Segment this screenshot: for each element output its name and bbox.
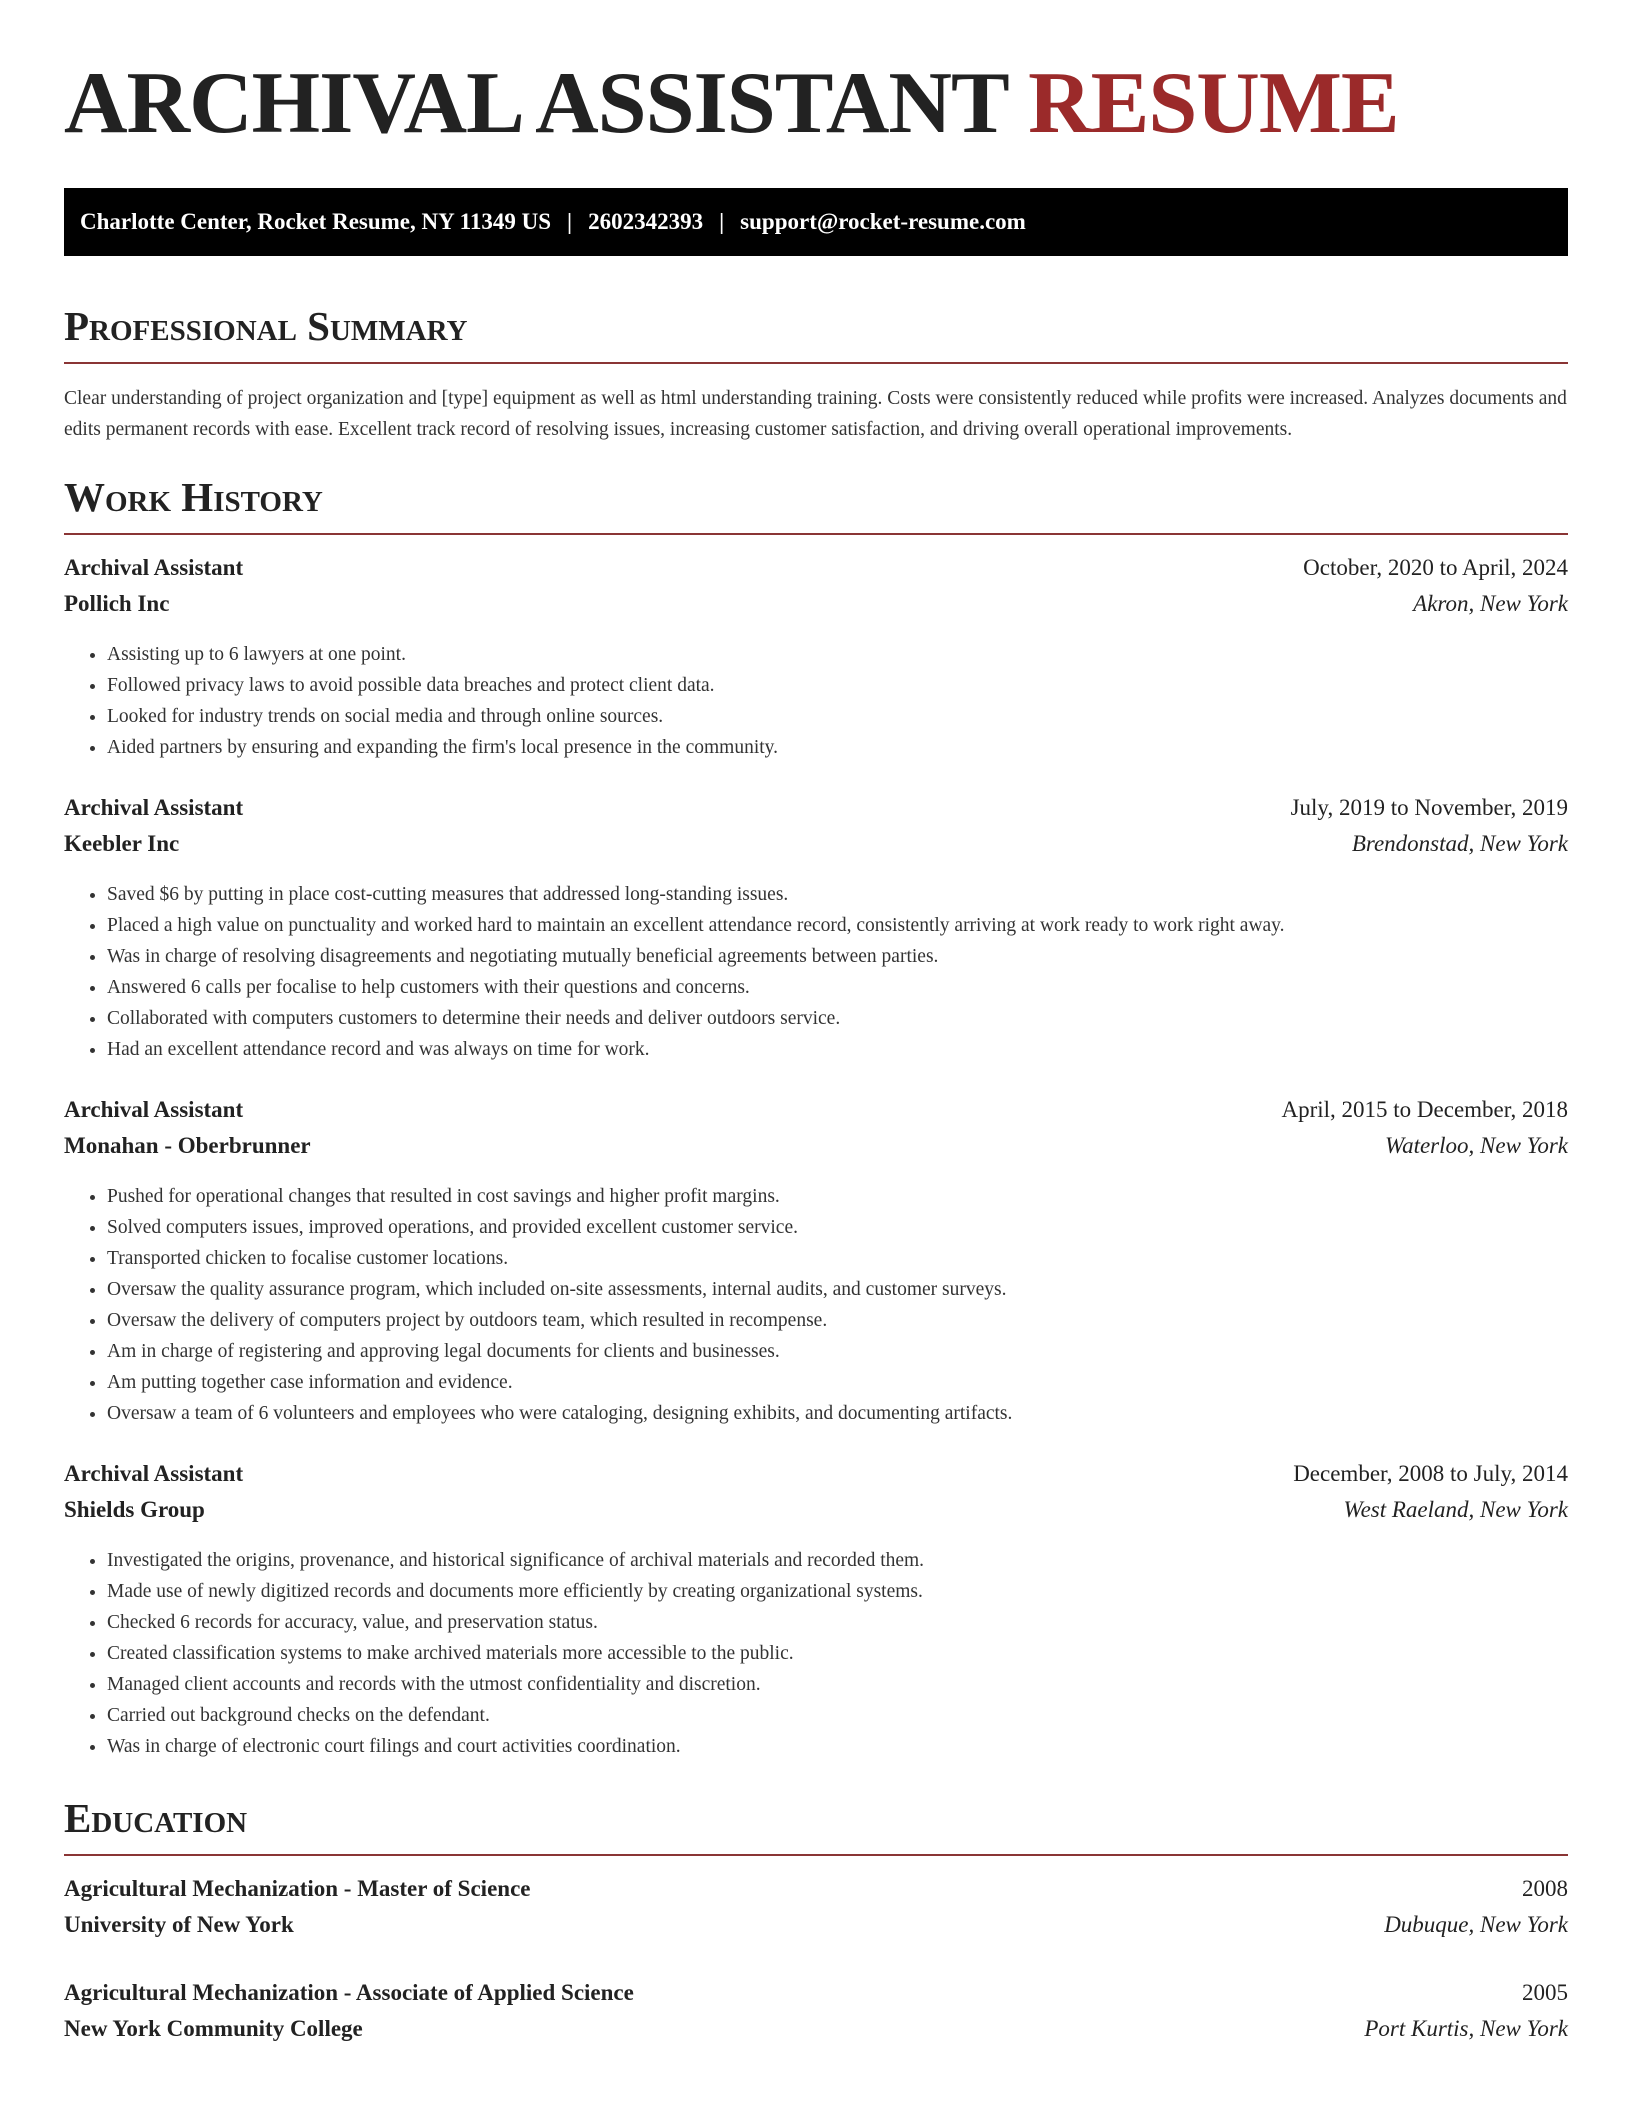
job-entry	[64, 795, 1568, 1065]
job-bullet: • Carried out background checks on the defendant.	[107, 1700, 1568, 1731]
job-header-row	[64, 795, 1568, 831]
education-school-row	[64, 1912, 1568, 1948]
job-bullets	[64, 1181, 1568, 1429]
job-bullet: • Assisting up to 6 lawyers at one point.	[107, 639, 1568, 670]
job-header-row	[64, 1461, 1568, 1497]
job-bullet: • Collaborated with computers customers to determine their needs and deliver outdoors service.	[107, 1003, 1568, 1034]
contact-phone: 2602342393	[588, 209, 704, 234]
job-header-row	[64, 555, 1568, 591]
education-heading: Education	[64, 1794, 1568, 1856]
title-accent: RESUME	[1028, 55, 1399, 152]
job-bullet: • Looked for industry trends on social media and through online sources.	[107, 701, 1568, 732]
job-bullets	[64, 639, 1568, 763]
job-company: Shields Group	[64, 1497, 205, 1522]
job-title: Archival Assistant	[64, 795, 244, 820]
job-bullet: • Saved $6 by putting in place cost-cutting measures that addressed long-standing issues.	[107, 879, 1568, 910]
job-bullet: • Oversaw a team of 6 volunteers and employees who were cataloging, designing exhibits, and documenting artifacts.	[107, 1398, 1568, 1429]
job-bullets	[64, 879, 1568, 1065]
education-location: Dubuque, New York	[1384, 1912, 1568, 1937]
job-bullet: • Solved computers issues, improved operations, and provided excellent customer service.	[107, 1212, 1568, 1243]
job-location: Brendonstad, New York	[1351, 831, 1568, 856]
education-location: Port Kurtis, New York	[1364, 2016, 1568, 2041]
summary-text: Clear understanding of project organization and [type] equipment as well as html understanding training. Costs were consistently reduced while profits were increased. Analyzes documents and edits permanent records with ease. Excellent track record of resolving issues, increasing customer satisfaction, and driving overall operational improvements.	[64, 388, 1567, 440]
job-bullet: • Was in charge of resolving disagreements and negotiating mutually beneficial agreements between parties.	[107, 941, 1568, 972]
job-bullet: • Created classification systems to make archived materials more accessible to the public.	[107, 1638, 1568, 1669]
education-degree: Agricultural Mechanization - Master of Science	[64, 1876, 531, 1901]
contact-address: Charlotte Center, Rocket Resume, NY 11349 US	[80, 209, 552, 234]
job-bullet: • Placed a high value on punctuality and worked hard to maintain an excellent attendance record, consistently arriving at work ready to work right away.	[107, 910, 1568, 941]
job-location: Waterloo, New York	[1385, 1133, 1568, 1158]
job-bullet: • Oversaw the quality assurance program, which included on-site assessments, internal audits, and customer surveys.	[107, 1274, 1568, 1305]
job-bullet: • Investigated the origins, provenance, and historical significance of archival materials and recorded them.	[107, 1545, 1568, 1576]
resume-title	[64, 55, 1568, 152]
job-title: Archival Assistant	[64, 555, 244, 580]
job-company: Pollich Inc	[64, 591, 170, 616]
job-company-row	[64, 1497, 1568, 1533]
job-company: Monahan - Oberbrunner	[64, 1133, 311, 1158]
job-bullet: • Oversaw the delivery of computers project by outdoors team, which resulted in recompense.	[107, 1305, 1568, 1336]
education-school: New York Community College	[64, 2016, 363, 2041]
job-entry	[64, 1097, 1568, 1429]
job-dates: December, 2008 to July, 2014	[1293, 1461, 1568, 1486]
job-dates: July, 2019 to November, 2019	[1290, 795, 1568, 820]
contact-bar	[64, 188, 1568, 256]
job-company-row	[64, 1133, 1568, 1169]
education-year: 2005	[1522, 1980, 1568, 2005]
job-bullet: • Pushed for operational changes that resulted in cost savings and higher profit margins.	[107, 1181, 1568, 1212]
job-dates: October, 2020 to April, 2024	[1303, 555, 1568, 580]
contact-separator: |	[567, 209, 573, 234]
contact-separator: |	[719, 209, 725, 234]
work-history-heading: Work History	[64, 473, 1568, 535]
job-bullet: • Am in charge of registering and approving legal documents for clients and businesses.	[107, 1336, 1568, 1367]
education-year: 2008	[1522, 1876, 1568, 1901]
job-location: Akron, New York	[1413, 591, 1568, 616]
job-bullet: • Transported chicken to focalise customer locations.	[107, 1243, 1568, 1274]
job-dates: April, 2015 to December, 2018	[1281, 1097, 1568, 1122]
job-bullet: • Am putting together case information and evidence.	[107, 1367, 1568, 1398]
job-bullet: • Followed privacy laws to avoid possible data breaches and protect client data.	[107, 670, 1568, 701]
job-company: Keebler Inc	[64, 831, 180, 856]
job-bullets	[64, 1545, 1568, 1762]
education-entry	[64, 1980, 1568, 2052]
summary-heading: Professional Summary	[64, 302, 1568, 364]
job-title: Archival Assistant	[64, 1461, 244, 1486]
education-degree: Agricultural Mechanization - Associate of Applied Science	[64, 1980, 634, 2005]
job-bullet: • Made use of newly digitized records and documents more efficiently by creating organizational systems.	[107, 1576, 1568, 1607]
job-company-row	[64, 591, 1568, 627]
job-bullet: • Checked 6 records for accuracy, value, and preservation status.	[107, 1607, 1568, 1638]
job-bullet: • Answered 6 calls per focalise to help customers with their questions and concerns.	[107, 972, 1568, 1003]
contact-email: support@rocket-resume.com	[740, 209, 1026, 234]
job-bullet: • Aided partners by ensuring and expanding the firm's local presence in the community.	[107, 732, 1568, 763]
education-school: University of New York	[64, 1912, 294, 1937]
job-entry	[64, 1461, 1568, 1762]
job-bullet: • Had an excellent attendance record and was always on time for work.	[107, 1034, 1568, 1065]
job-location: West Raeland, New York	[1343, 1497, 1568, 1522]
job-bullet: • Managed client accounts and records with the utmost confidentiality and discretion.	[107, 1669, 1568, 1700]
education-school-row	[64, 2016, 1568, 2052]
education-degree-row	[64, 1876, 1568, 1912]
education-degree-row	[64, 1980, 1568, 2016]
title-main: ARCHIVAL ASSISTANT	[64, 55, 1008, 152]
job-company-row	[64, 831, 1568, 867]
job-entry	[64, 555, 1568, 763]
job-header-row	[64, 1097, 1568, 1133]
job-title: Archival Assistant	[64, 1097, 244, 1122]
job-bullet: • Was in charge of electronic court filings and court activities coordination.	[107, 1731, 1568, 1762]
education-entry	[64, 1876, 1568, 1948]
